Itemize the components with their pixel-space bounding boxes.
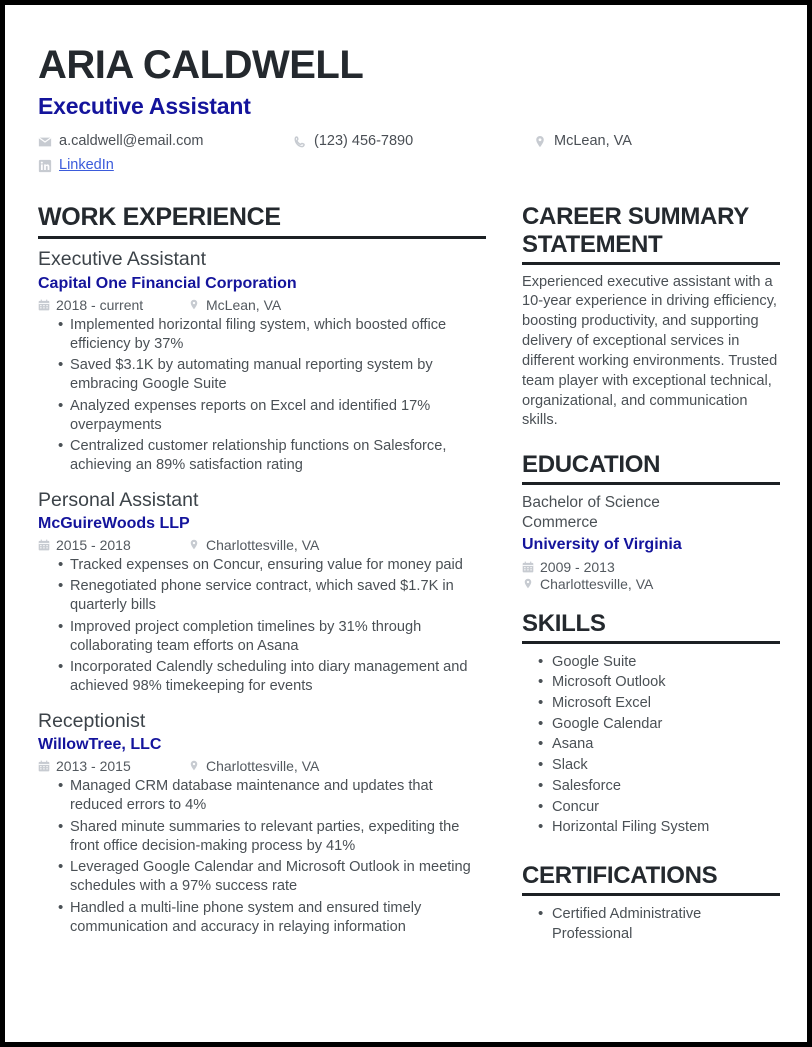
right-column (508, 203, 780, 963)
linkedin-icon (38, 159, 52, 173)
resume-body-columns (38, 203, 785, 963)
skill-item: • Google Suite (538, 652, 780, 673)
section-rule-work-experience (38, 236, 486, 239)
contact-location-text: McLean, VA (554, 133, 632, 149)
job-dates-text: 2018 - current (56, 296, 144, 313)
resume-header (38, 45, 785, 177)
job-location (188, 758, 319, 774)
contact-row-primary (38, 130, 785, 153)
contact-email-text: a.caldwell@email.com (59, 133, 204, 149)
skill-item: • Microsoft Excel (538, 693, 780, 714)
section-title-certifications: CERTIFICATIONS (522, 862, 718, 890)
job-role: Personal Assistant (38, 488, 199, 511)
job-meta (38, 758, 486, 774)
job-location-text: Charlottesville, VA (206, 758, 320, 774)
work-experience-entry (38, 247, 486, 475)
envelope-icon (38, 135, 52, 149)
calendar-icon (38, 539, 50, 551)
job-dates-text: 2015 - 2018 (56, 536, 131, 553)
skill-item: • Asana (538, 734, 780, 755)
section-rule-education (522, 482, 780, 485)
work-experience-bullet: • Implemented horizontal filing system, which boosted office efficiency by 37% (58, 316, 486, 355)
map-pin-icon (522, 578, 534, 590)
section-title-skills: SKILLS (522, 609, 606, 637)
job-dates (38, 297, 188, 313)
education-dates (522, 559, 780, 575)
job-location-text: Charlottesville, VA (206, 536, 320, 553)
candidate-job-title: Executive Assistant (38, 93, 251, 119)
job-location-text: McLean, VA (206, 296, 282, 313)
contact-location (533, 130, 632, 153)
job-company: Capital One Financial Corporation (38, 274, 297, 292)
job-meta (38, 297, 486, 313)
education-section (522, 451, 780, 592)
skills-list (522, 652, 780, 838)
education-school: University of Virginia (522, 536, 682, 554)
job-role: Receptionist (38, 709, 146, 732)
job-dates (38, 537, 188, 553)
work-experience-entry (38, 488, 486, 697)
map-pin-icon (188, 760, 200, 772)
job-dates (38, 758, 188, 774)
candidate-name: ARIA CALDWELL (38, 43, 364, 87)
job-dates-text: 2013 - 2015 (56, 758, 131, 774)
calendar-icon (522, 561, 534, 573)
job-company: WillowTree, LLC (38, 736, 162, 753)
career-summary-section (522, 203, 780, 431)
education-degree-line-1: Bachelor of Science (522, 493, 660, 511)
calendar-icon (38, 299, 50, 311)
certifications-list (522, 904, 780, 945)
work-experience-bullet: • Shared minute summaries to relevant parties, expediting the front office decision-making process by 41% (58, 818, 486, 857)
left-column (38, 203, 508, 963)
skill-item: • Horizontal Filing System (538, 817, 780, 838)
contact-linkedin[interactable] (38, 154, 114, 177)
job-bullet-list (38, 777, 486, 937)
section-rule-career-summary (522, 262, 780, 265)
skill-item: • Slack (538, 755, 780, 776)
map-pin-icon (533, 135, 547, 149)
phone-icon (293, 135, 307, 149)
work-experience-bullet: • Renegotiated phone service contract, which saved $1.7K in quarterly bills (58, 577, 486, 616)
contact-phone[interactable] (293, 130, 533, 153)
section-rule-skills (522, 641, 780, 644)
linkedin-link[interactable]: LinkedIn (59, 157, 114, 174)
job-bullet-list (38, 556, 486, 697)
skill-item: • Google Calendar (538, 714, 780, 735)
contact-row-secondary (38, 154, 785, 177)
education-location (522, 576, 780, 592)
section-title-work-experience: WORK EXPERIENCE (38, 203, 281, 232)
job-company: McGuireWoods LLP (38, 514, 190, 532)
work-experience-bullet: • Handled a multi-line phone system and ensured timely communication and accuracy in relaying information (58, 899, 486, 938)
certifications-section (522, 862, 780, 945)
section-rule-certifications (522, 893, 780, 896)
certification-item: • Certified Administrative Professional (538, 904, 780, 945)
education-degree-line-2: Commerce (522, 514, 598, 532)
map-pin-icon (188, 539, 200, 551)
career-summary-text: Experienced executive assistant with a 10-year experience in driving efficiency, boosting productivity, and supporting delivery of exceptional services in different working environments. Trusted team player with exceptional technical, organizational, and communication skills. (522, 273, 778, 429)
skill-item: • Concur (538, 797, 780, 818)
skills-section (522, 610, 780, 838)
education-dates-text: 2009 - 2013 (540, 558, 615, 575)
work-experience-list (38, 247, 486, 937)
work-experience-bullet: • Improved project completion timelines by 31% through collaborating team efforts on Asana (58, 618, 486, 657)
job-role: Executive Assistant (38, 248, 206, 271)
work-experience-bullet: • Tracked expenses on Concur, ensuring value for money paid (58, 556, 486, 575)
work-experience-bullet: • Incorporated Calendly scheduling into diary management and achieved 98% timekeeping for events (58, 658, 486, 697)
section-title-career-summary: CAREER SUMMARY STATEMENT (522, 203, 749, 258)
work-experience-bullet: • Centralized customer relationship functions on Salesforce, achieving an 89% satisfaction rating (58, 437, 486, 476)
map-pin-icon (188, 299, 200, 311)
job-location (188, 297, 281, 313)
job-meta (38, 537, 486, 553)
education-location-text: Charlottesville, VA (540, 575, 654, 592)
work-experience-bullet: • Leveraged Google Calendar and Microsoft Outlook in meeting schedules with a 97% success rate (58, 858, 486, 897)
calendar-icon (38, 760, 50, 772)
job-bullet-list (38, 316, 486, 476)
contact-phone-text: (123) 456-7890 (314, 133, 414, 149)
skill-item: • Microsoft Outlook (538, 672, 780, 693)
contact-email[interactable] (38, 130, 293, 153)
work-experience-entry (38, 709, 486, 937)
job-location (188, 537, 319, 553)
work-experience-bullet: • Saved $3.1K by automating manual reporting system by embracing Google Suite (58, 356, 486, 395)
work-experience-bullet: • Managed CRM database maintenance and updates that reduced errors to 4% (58, 777, 486, 816)
work-experience-bullet: • Analyzed expenses reports on Excel and identified 17% overpayments (58, 397, 486, 436)
section-title-education: EDUCATION (522, 451, 661, 479)
skill-item: • Salesforce (538, 776, 780, 797)
